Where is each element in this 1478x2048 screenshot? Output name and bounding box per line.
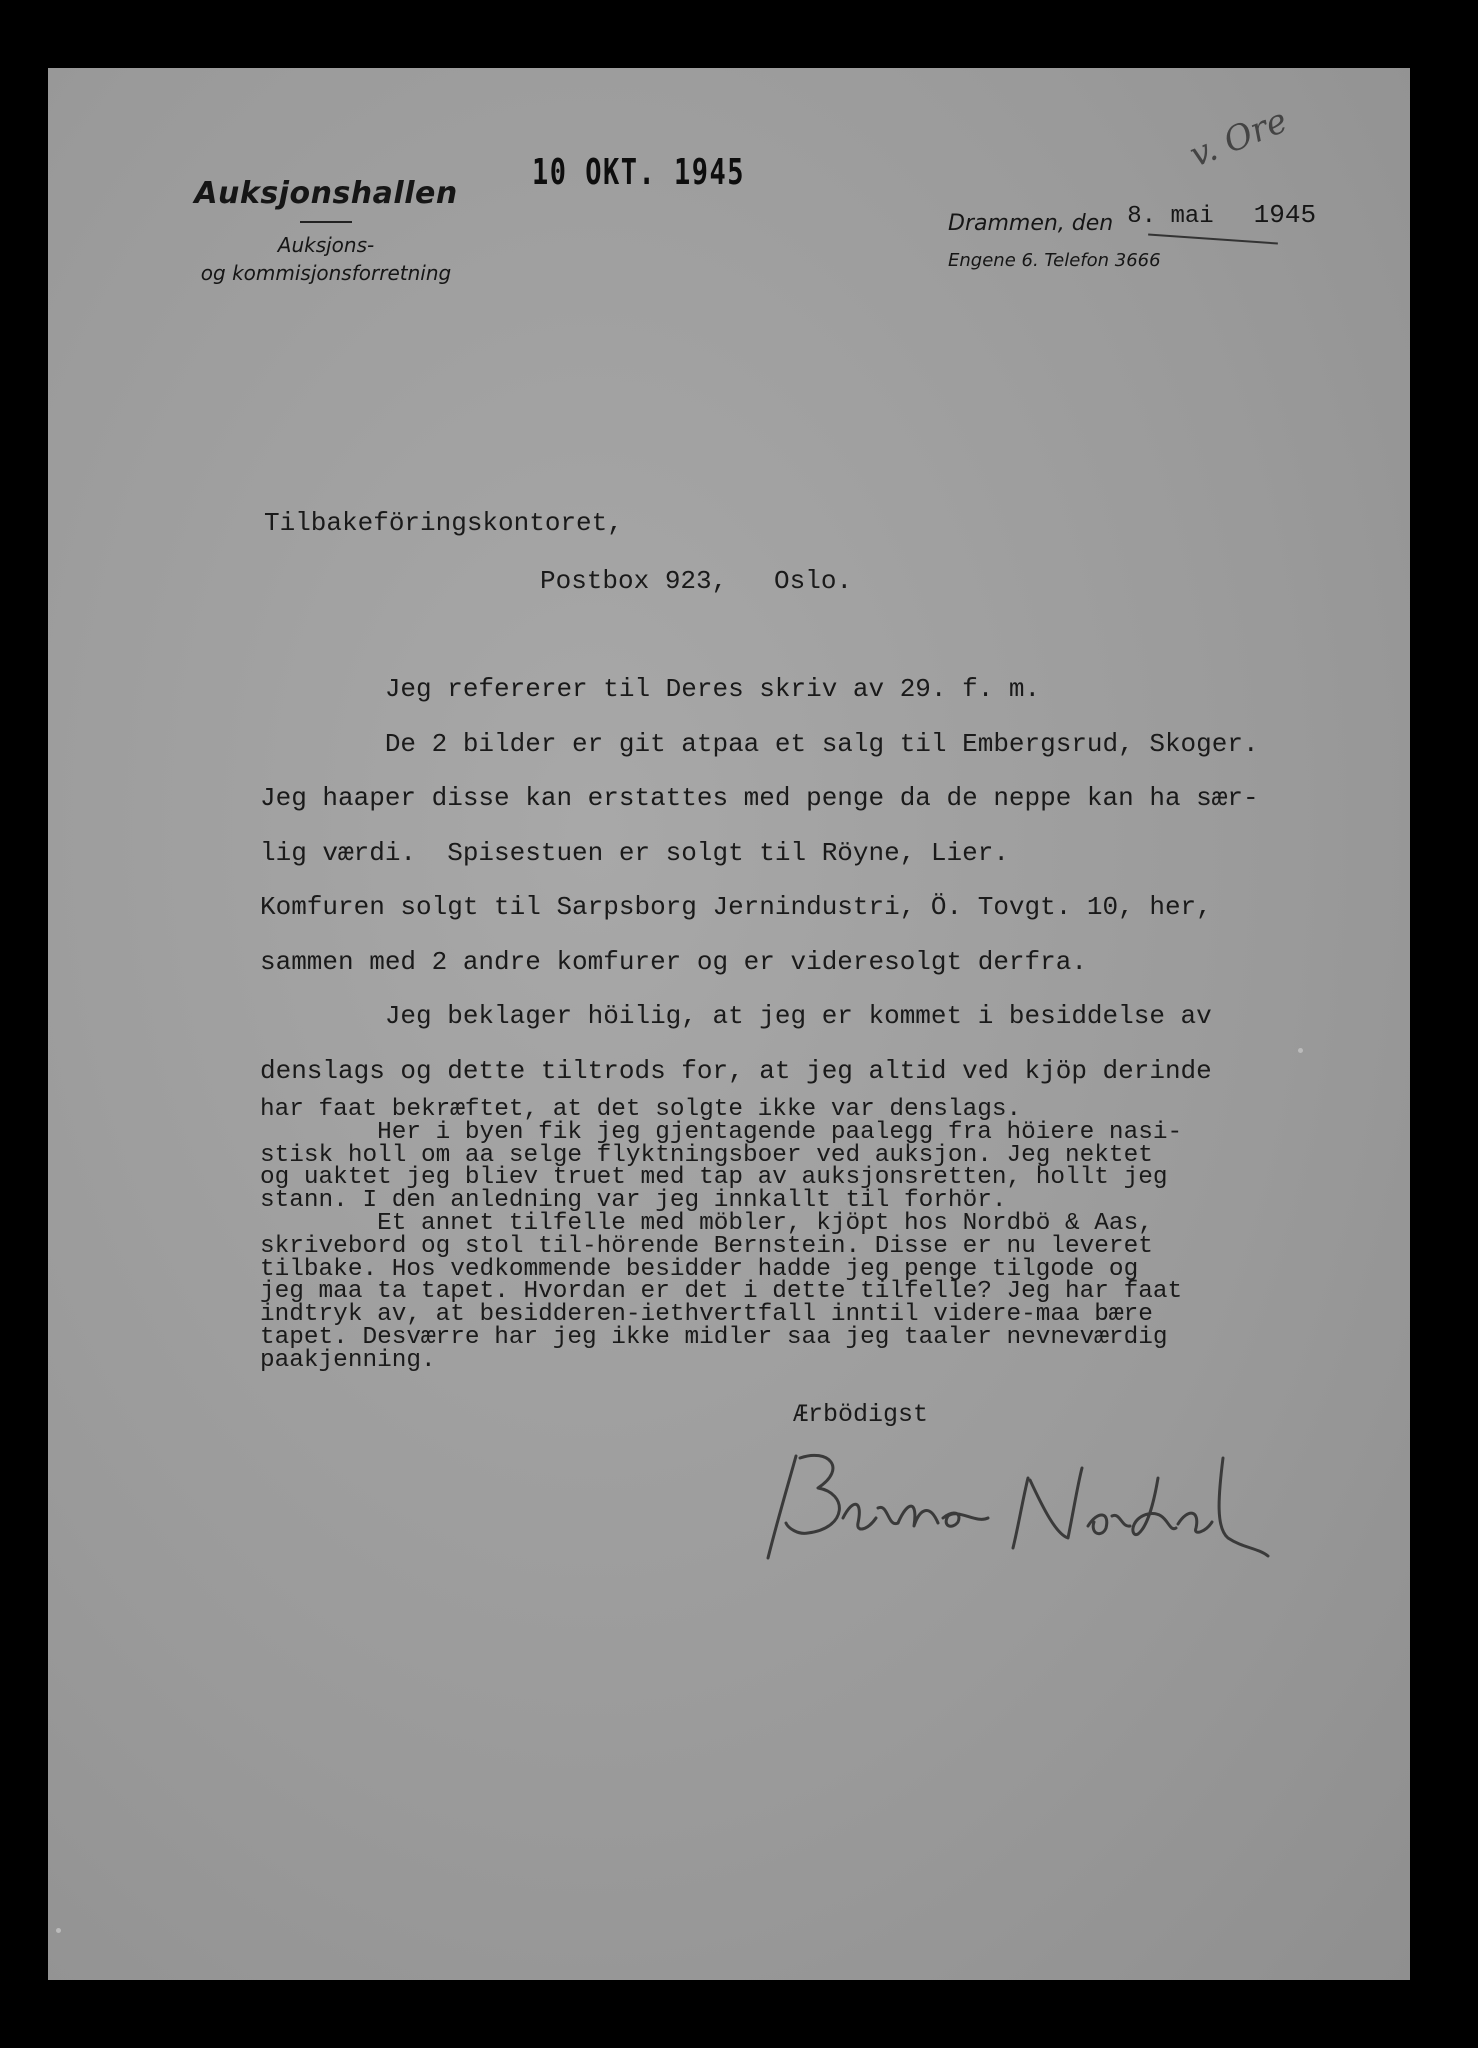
paper-speck — [56, 1928, 61, 1933]
letter-date: 8. mai — [1127, 203, 1214, 230]
received-stamp: 10 OKT. 1945 — [532, 152, 746, 193]
company-sub-line-2: og kommisjonsforretning — [200, 261, 452, 285]
letter-body-double-spaced: Jeg refererer til Deres skriv av 29. f. m. De 2 bilder er git atpaa et salg til Embergsrud, Skoger. Jeg haaper disse kan erstattes med penge da de neppe kan ha sær- lig værdi. Spisestuen er solgt til Röyne, Lier. Komfuren solgt til Sarpsborg Jernindustri, Ö. Tovgt. 10, her, sammen med 2 andre komfurer og er videresolgt derfra. Jeg beklager höilig, at jeg er kommet i besiddelse av denslags og dette tiltrods for, at jeg altid ved kjöp derinde — [260, 674, 1259, 1086]
place-date — [948, 200, 1317, 238]
paper-speck — [1298, 1048, 1303, 1053]
letter-page — [48, 68, 1410, 1980]
margin-note: v. Ore — [1184, 100, 1293, 176]
letterhead — [156, 176, 496, 287]
company-name: Auksjonshallen — [194, 176, 458, 211]
handwritten-signature — [738, 1438, 1338, 1578]
company-sub-line-1: Auksjons- — [277, 233, 375, 257]
letter-year: 1945 — [1253, 200, 1317, 230]
recipient-name: Tilbakeföringskontoret, — [264, 508, 623, 538]
place-prefix: Drammen, den — [948, 211, 1114, 236]
letterhead-rule — [300, 221, 352, 223]
letter-body-single-spaced: har faat bekræftet, at det solgte ikke var denslags. Her i byen fik jeg gjentagende paalegg fra höiere nasi- stisk holl om aa selge flyktningsboer ved auksjon. Jeg nektet og uaktet jeg bliev truet med tap av auksjonsretten, hollt jeg stann. I den anledning var jeg innkallt til forhör. Et annet tilfelle med möbler, kjöpt hos Nordbö & Aas, skrivebord og stol til-hörende Bernstein. Disse er nu leveret tilbake. Hos vedkommende besidder hadde jeg penge tilgode og jeg maa ta tapet. Hvordan er det i dette tilfelle? Jeg har faat indtryk av, at besidderen-iethvertfall inntil videre-maa bære tapet. Desværre har jeg ikke midler saa jeg taaler nevneværdig paakjenning. — [260, 1096, 1183, 1374]
recipient-address: Postbox 923, Oslo. — [540, 566, 853, 596]
sender-address: Engene 6. Telefon 3666 — [948, 250, 1161, 271]
closing: Ærbödigst — [793, 1400, 929, 1429]
